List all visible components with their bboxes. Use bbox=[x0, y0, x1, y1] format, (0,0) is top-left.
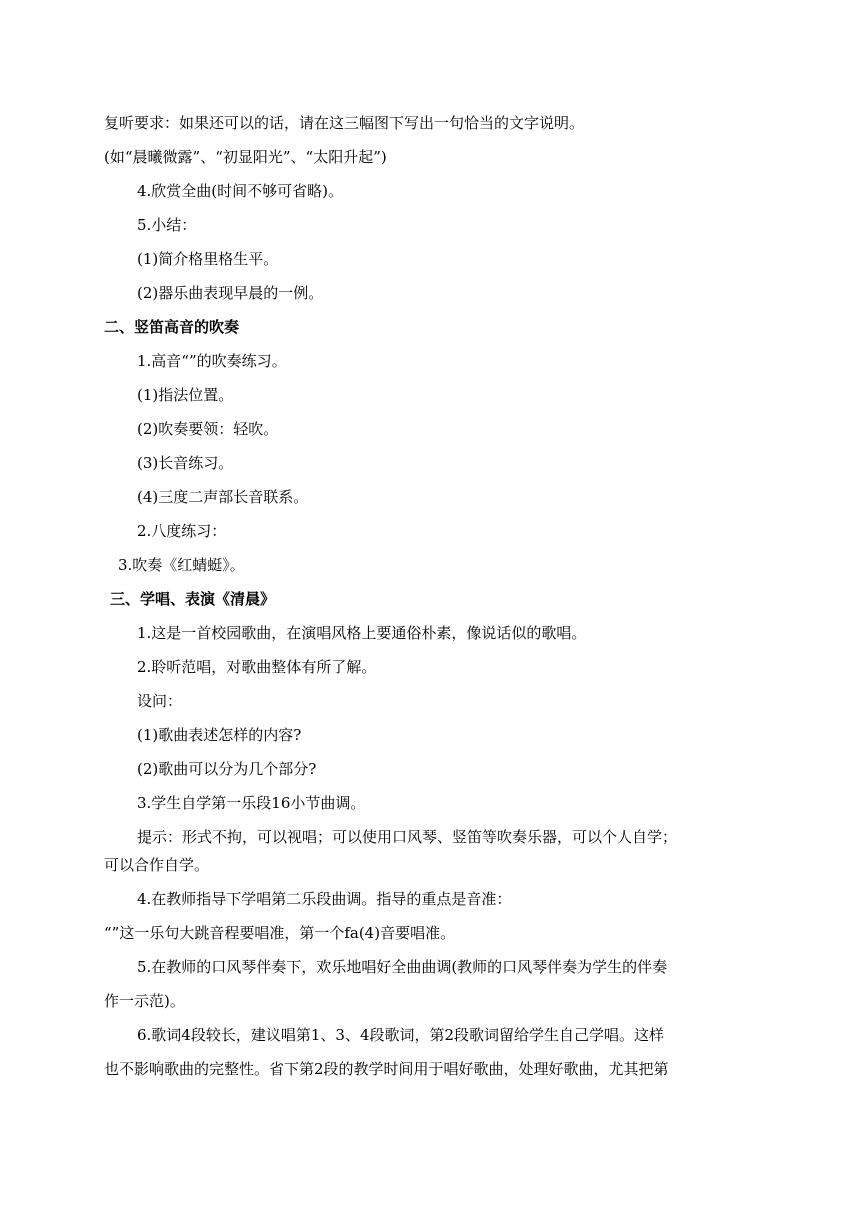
text-line: “”这一乐句大跳音程要唱准，第一个fa(4)音要唱准。 bbox=[104, 924, 456, 942]
text-line: (3)长音练习。 bbox=[137, 454, 234, 472]
text-line: 5.在教师的口风琴伴奏下，欢乐地唱好全曲曲调(教师的口风琴伴奏为学生的伴奏 bbox=[137, 958, 668, 976]
text-line: 5.小结： bbox=[137, 216, 197, 234]
text-line: 3.学生自学第一乐段16小节曲调。 bbox=[137, 794, 366, 812]
text-line: 可以合作自学。 bbox=[104, 856, 210, 874]
text-line: (1)简介格里格生平。 bbox=[137, 250, 279, 268]
text-line: (2)器乐曲表现早晨的一例。 bbox=[137, 284, 324, 302]
text-line: 6.歌词4段较长，建议唱第1、3、4段歌词，第2段歌词留给学生自己学唱。这样 bbox=[137, 1026, 665, 1044]
text-line: 也不影响歌曲的完整性。省下第2段的教学时间用于唱好歌曲，处理好歌曲，尤其把第 bbox=[104, 1060, 669, 1078]
text-line: 提示：形式不拘，可以视唱；可以使用口风琴、竖笛等吹奏乐器，可以个人自学； bbox=[137, 828, 678, 846]
text-line: 1.这是一首校园歌曲，在演唱风格上要通俗朴素，像说话似的歌唱。 bbox=[137, 624, 587, 642]
text-line: (4)三度二声部长音联系。 bbox=[137, 488, 309, 506]
text-line: 4.在教师指导下学唱第二乐段曲调。指导的重点是音准： bbox=[137, 890, 512, 908]
text-line: (2)吹奏要领：轻吹。 bbox=[137, 420, 279, 438]
text-line: 4.欣赏全曲(时间不够可省略)。 bbox=[137, 182, 344, 200]
text-line: 设问： bbox=[137, 692, 183, 710]
section-heading: 二、竖笛高音的吹奏 bbox=[104, 318, 240, 336]
text-line: (1)歌曲表述怎样的内容? bbox=[137, 726, 302, 744]
text-line: 复听要求：如果还可以的话，请在这三幅图下写出一句恰当的文字说明。 bbox=[104, 114, 585, 132]
text-line: (1)指法位置。 bbox=[137, 386, 234, 404]
text-line: 2.八度练习： bbox=[137, 522, 227, 540]
text-line: (如“晨曦微露”、“初显阳光”、“太阳升起”) bbox=[104, 148, 387, 166]
text-line: (2)歌曲可以分为几个部分? bbox=[137, 760, 317, 778]
text-line: 3.吹奏《红蜻蜓》。 bbox=[118, 556, 245, 574]
text-line: 作一示范)。 bbox=[104, 992, 185, 1010]
section-heading: 三、学唱、表演《清晨》 bbox=[110, 590, 276, 608]
text-line: 1.高音“”的吹奏练习。 bbox=[137, 352, 287, 370]
text-line: 2.聆听范唱，对歌曲整体有所了解。 bbox=[137, 658, 377, 676]
